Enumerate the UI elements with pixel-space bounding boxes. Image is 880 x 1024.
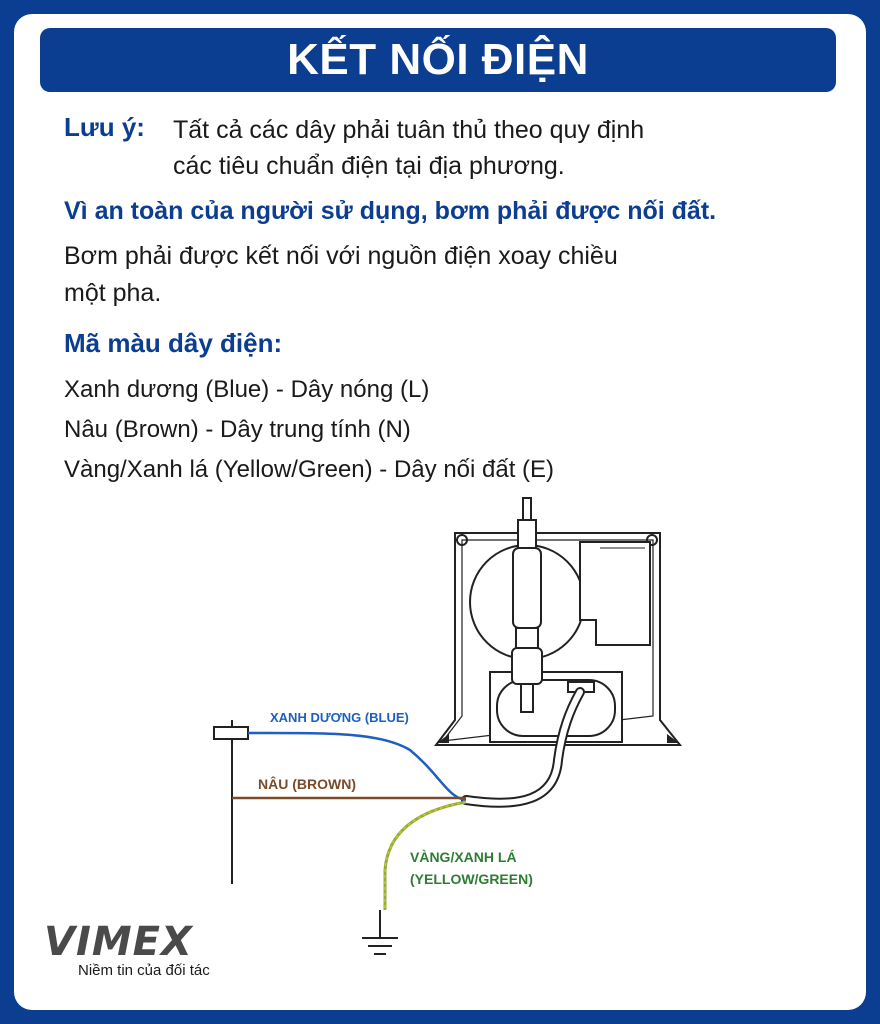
wiring-diagram	[0, 480, 880, 980]
blue-wire-label: XANH DƯƠNG (BLUE)	[270, 710, 409, 725]
color-codes-list	[64, 370, 554, 490]
logo-wordmark: VIMEX	[44, 919, 193, 965]
safety-statement: Vì an toàn của người sử dụng, bơm phải được nối đất.	[64, 197, 717, 225]
color-codes-heading: Mã màu dây điện:	[64, 328, 283, 358]
ground-wire-label-line-2: (YELLOW/GREEN)	[410, 871, 533, 887]
note-text	[173, 112, 773, 184]
supply-line-2: một pha.	[64, 279, 162, 307]
logo-tagline: Niềm tin của đối tác	[78, 962, 210, 979]
note-line-2: các tiêu chuẩn điện tại địa phương.	[173, 152, 565, 180]
color-code-item-blue: Xanh dương (Blue) - Dây nóng (L)	[64, 376, 430, 403]
ground-symbol	[362, 910, 398, 954]
ground-wire-label-line-1: VÀNG/XANH LÁ	[410, 849, 517, 865]
supply-terminal	[214, 727, 248, 739]
supply-line-1: Bơm phải được kết nối với nguồn điện xoay chiều	[64, 242, 618, 270]
supply-text	[64, 238, 704, 312]
color-code-item-ground: Vàng/Xanh lá (Yellow/Green) - Dây nối đất (E)	[64, 456, 555, 483]
page-title: KẾT NỐI ĐIỆN	[40, 28, 836, 92]
note-line-1: Tất cả các dây phải tuân thủ theo quy định	[173, 116, 645, 144]
pump-illustration	[436, 498, 680, 745]
vimex-logo	[44, 919, 264, 984]
brown-wire-label: NÂU (BROWN)	[258, 776, 356, 792]
color-code-item-brown: Nâu (Brown) - Dây trung tính (N)	[64, 416, 411, 443]
note-label: Lưu ý:	[64, 112, 145, 142]
